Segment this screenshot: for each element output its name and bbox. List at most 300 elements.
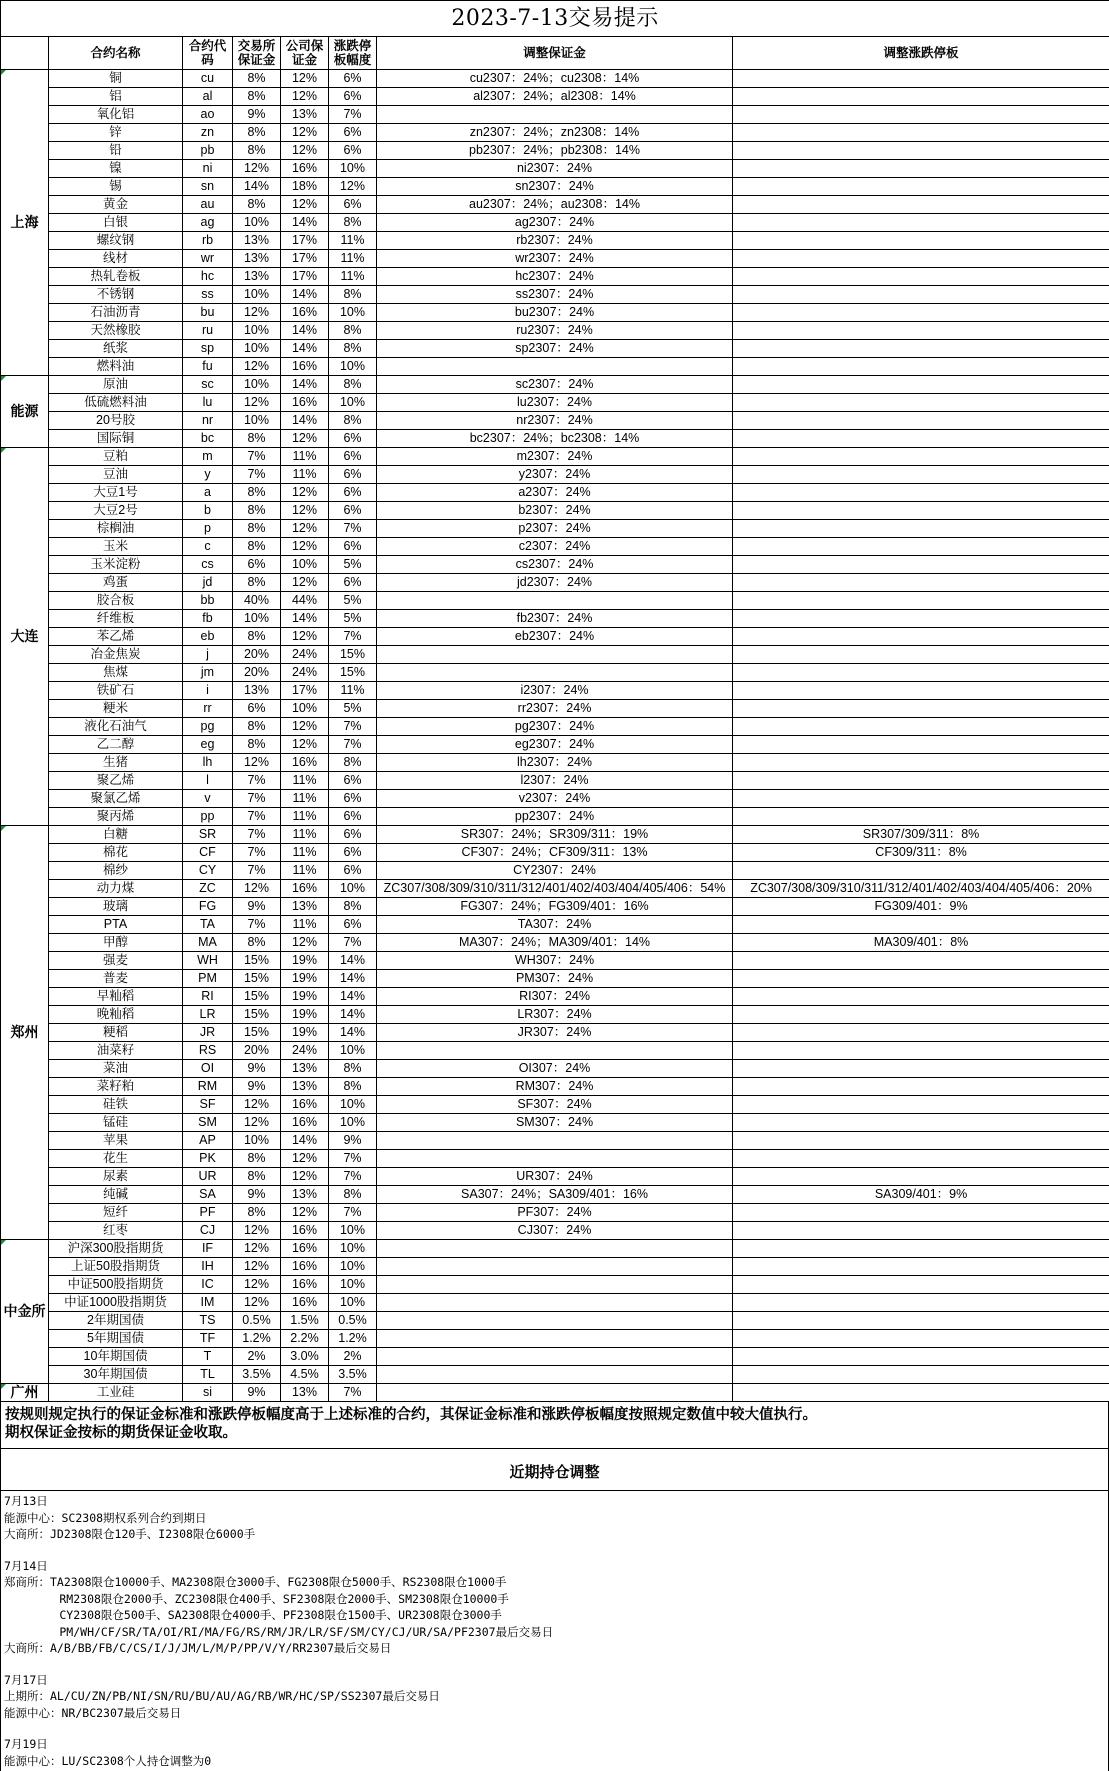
company-margin: 16% [281,358,329,376]
contract-name: 燃料油 [49,358,183,376]
contract-name: 线材 [49,250,183,268]
adjusted-limit [733,1366,1109,1384]
adjusted-limit [733,628,1109,646]
company-margin: 19% [281,1024,329,1042]
price-limit: 7% [329,1168,377,1186]
adjusted-limit [733,322,1109,340]
adjusted-margin [377,1312,733,1330]
adjusted-margin: LR307：24% [377,1006,733,1024]
exchange-margin: 8% [233,538,281,556]
adjusted-margin: cs2307：24% [377,556,733,574]
table-row [1,1024,1109,1042]
contract-name: 生猪 [49,754,183,772]
contract-name: 豆粕 [49,448,183,466]
contract-code: wr [183,250,233,268]
table-row [1,394,1109,412]
table-row [1,826,1109,844]
contract-code: b [183,502,233,520]
exchange-margin: 8% [233,1204,281,1222]
company-margin: 14% [281,214,329,232]
adjusted-margin: lu2307：24% [377,394,733,412]
exchange-margin: 12% [233,1114,281,1132]
region-cell: 大连 [1,448,49,826]
contract-name: 粳米 [49,700,183,718]
exchange-margin: 8% [233,502,281,520]
contract-code: IC [183,1276,233,1294]
exchange-margin: 12% [233,1240,281,1258]
header-contract-name: 合约名称 [49,37,183,70]
contract-code: lh [183,754,233,772]
table-row [1,988,1109,1006]
position-date: 7月19日 [4,1736,1105,1753]
table-row [1,700,1109,718]
table-row [1,646,1109,664]
adjusted-margin: au2307：24%；au2308：14% [377,196,733,214]
company-margin: 24% [281,664,329,682]
adjusted-limit: ZC307/308/309/310/311/312/401/402/403/404/405/406：20% [733,880,1109,898]
adjusted-limit [733,970,1109,988]
price-limit: 10% [329,160,377,178]
company-margin: 17% [281,250,329,268]
adjusted-margin [377,358,733,376]
page-title: 2023-7-13交易提示 [1,1,1109,37]
price-limit: 10% [329,1294,377,1312]
exchange-margin: 10% [233,340,281,358]
adjusted-limit [733,70,1109,88]
contract-code: nr [183,412,233,430]
contract-code: AP [183,1132,233,1150]
adjusted-limit [733,412,1109,430]
exchange-margin: 0.5% [233,1312,281,1330]
adjusted-margin: TA307：24% [377,916,733,934]
adjusted-margin: SF307：24% [377,1096,733,1114]
contract-code: rr [183,700,233,718]
exchange-margin: 9% [233,1384,281,1402]
table-row [1,448,1109,466]
company-margin: 12% [281,520,329,538]
contract-code: CY [183,862,233,880]
company-margin: 11% [281,826,329,844]
table-row [1,1384,1109,1402]
table-row [1,214,1109,232]
exchange-margin: 10% [233,610,281,628]
contract-code: CJ [183,1222,233,1240]
price-limit: 8% [329,214,377,232]
price-limit: 7% [329,1150,377,1168]
price-limit: 11% [329,250,377,268]
exchange-margin: 8% [233,1150,281,1168]
exchange-margin: 8% [233,196,281,214]
contract-code: c [183,538,233,556]
contract-name: 大豆1号 [49,484,183,502]
price-limit: 7% [329,520,377,538]
company-margin: 14% [281,412,329,430]
adjusted-limit [733,700,1109,718]
table-row [1,1006,1109,1024]
company-margin: 12% [281,70,329,88]
table-row [1,1132,1109,1150]
price-limit: 11% [329,232,377,250]
adjusted-margin: hc2307：24% [377,268,733,286]
contract-name: 短纤 [49,1204,183,1222]
contract-name: 沪深300股指期货 [49,1240,183,1258]
contract-code: TA [183,916,233,934]
adjusted-limit [733,1150,1109,1168]
header-region [1,37,49,70]
exchange-margin: 13% [233,268,281,286]
exchange-margin: 8% [233,1168,281,1186]
contract-name: 石油沥青 [49,304,183,322]
company-margin: 12% [281,142,329,160]
company-margin: 1.5% [281,1312,329,1330]
adjusted-limit [733,1114,1109,1132]
contract-name: 铁矿石 [49,682,183,700]
adjusted-limit [733,1258,1109,1276]
contract-name: 焦煤 [49,664,183,682]
company-margin: 12% [281,1150,329,1168]
price-limit: 8% [329,898,377,916]
adjusted-margin: bu2307：24% [377,304,733,322]
contract-name: 玻璃 [49,898,183,916]
contract-name: 红枣 [49,1222,183,1240]
adjusted-margin: ag2307：24% [377,214,733,232]
exchange-margin: 3.5% [233,1366,281,1384]
adjusted-limit [733,682,1109,700]
company-margin: 16% [281,1258,329,1276]
adjusted-limit [733,754,1109,772]
contract-name: 豆油 [49,466,183,484]
exchange-margin: 7% [233,826,281,844]
price-limit: 2% [329,1348,377,1366]
exchange-margin: 7% [233,862,281,880]
adjusted-margin [377,1294,733,1312]
adjusted-limit [733,1222,1109,1240]
contract-name: 30年期国债 [49,1366,183,1384]
exchange-margin: 12% [233,394,281,412]
price-limit: 6% [329,196,377,214]
adjusted-margin: pb2307：24%；pb2308：14% [377,142,733,160]
table-row [1,772,1109,790]
adjusted-limit [733,502,1109,520]
adjusted-margin [377,1042,733,1060]
company-margin: 12% [281,124,329,142]
company-margin: 16% [281,394,329,412]
adjusted-limit [733,250,1109,268]
contract-code: pb [183,142,233,160]
price-limit: 11% [329,682,377,700]
company-margin: 12% [281,502,329,520]
exchange-margin: 12% [233,1294,281,1312]
price-limit: 8% [329,340,377,358]
table-row [1,898,1109,916]
company-margin: 17% [281,232,329,250]
position-date: 7月14日 [4,1558,1105,1575]
adjusted-limit [733,1078,1109,1096]
adjusted-margin [377,1330,733,1348]
exchange-margin: 8% [233,934,281,952]
exchange-margin: 8% [233,70,281,88]
contract-name: 聚氯乙烯 [49,790,183,808]
company-margin: 12% [281,934,329,952]
contract-name: 锡 [49,178,183,196]
adjusted-limit [733,214,1109,232]
table-row [1,484,1109,502]
exchange-margin: 8% [233,520,281,538]
region-cell: 广州 [1,1384,49,1402]
contract-name: 硅铁 [49,1096,183,1114]
exchange-margin: 8% [233,736,281,754]
table-row [1,232,1109,250]
adjusted-margin [377,646,733,664]
adjusted-limit [733,592,1109,610]
price-limit: 6% [329,88,377,106]
adjusted-limit [733,538,1109,556]
adjusted-margin [377,1240,733,1258]
adjusted-limit [733,988,1109,1006]
adjusted-margin: l2307：24% [377,772,733,790]
company-margin: 16% [281,304,329,322]
exchange-margin: 14% [233,178,281,196]
company-margin: 11% [281,862,329,880]
price-limit: 8% [329,1078,377,1096]
position-line: 能源中心：LU/SC2308个人持仓调整为0 [4,1753,1105,1770]
contract-code: bc [183,430,233,448]
company-margin: 17% [281,682,329,700]
exchange-margin: 9% [233,1060,281,1078]
adjusted-margin: b2307：24% [377,502,733,520]
contract-code: m [183,448,233,466]
company-margin: 14% [281,322,329,340]
contract-name: 热轧卷板 [49,268,183,286]
price-limit: 3.5% [329,1366,377,1384]
price-limit: 7% [329,718,377,736]
contract-name: 菜油 [49,1060,183,1078]
position-line: 能源中心：NR/BC2307最后交易日 [4,1705,1105,1722]
table-row [1,1366,1109,1384]
contract-name: 2年期国债 [49,1312,183,1330]
table-row [1,160,1109,178]
price-limit: 8% [329,286,377,304]
company-margin: 14% [281,286,329,304]
region-cell: 郑州 [1,826,49,1240]
adjusted-limit [733,1060,1109,1078]
exchange-margin: 7% [233,448,281,466]
contract-name: 中证500股指期货 [49,1276,183,1294]
contract-name: 菜籽粕 [49,1078,183,1096]
exchange-margin: 8% [233,628,281,646]
exchange-margin: 7% [233,772,281,790]
price-limit: 9% [329,1132,377,1150]
company-margin: 24% [281,646,329,664]
exchange-margin: 7% [233,808,281,826]
contract-name: 10年期国债 [49,1348,183,1366]
adjusted-margin: PM307：24% [377,970,733,988]
company-margin: 12% [281,196,329,214]
adjusted-margin: eb2307：24% [377,628,733,646]
company-margin: 12% [281,484,329,502]
position-line: 郑商所：TA2308限仓10000手、MA2308限仓3000手、FG2308限仓5000手、RS2308限仓1000手 [4,1574,1105,1591]
table-row [1,106,1109,124]
adjusted-margin: OI307：24% [377,1060,733,1078]
price-limit: 8% [329,322,377,340]
adjusted-limit: CF309/311：8% [733,844,1109,862]
exchange-margin: 15% [233,988,281,1006]
adjusted-limit [733,124,1109,142]
contract-name: 铅 [49,142,183,160]
company-margin: 11% [281,916,329,934]
adjusted-limit [733,196,1109,214]
exchange-margin: 13% [233,682,281,700]
contract-name: 玉米淀粉 [49,556,183,574]
table-row [1,1330,1109,1348]
exchange-margin: 20% [233,664,281,682]
contract-name: 聚乙烯 [49,772,183,790]
adjusted-limit [733,376,1109,394]
adjusted-margin: p2307：24% [377,520,733,538]
table-row [1,196,1109,214]
contract-code: PM [183,970,233,988]
adjusted-limit [733,1276,1109,1294]
region-cell: 能源 [1,376,49,448]
region-cell: 上海 [1,70,49,376]
header-adjusted-margin: 调整保证金 [377,37,733,70]
adjusted-limit [733,1042,1109,1060]
contract-name: 纸浆 [49,340,183,358]
adjusted-limit [733,1240,1109,1258]
contract-code: SF [183,1096,233,1114]
exchange-margin: 8% [233,574,281,592]
contract-code: RM [183,1078,233,1096]
price-limit: 15% [329,646,377,664]
adjusted-margin: v2307：24% [377,790,733,808]
table-row [1,322,1109,340]
contract-code: bb [183,592,233,610]
adjusted-margin: ni2307：24% [377,160,733,178]
table-row [1,358,1109,376]
table-row [1,1186,1109,1204]
table-row [1,1222,1109,1240]
contract-name: 液化石油气 [49,718,183,736]
table-row [1,880,1109,898]
contract-name: 油菜籽 [49,1042,183,1060]
adjusted-limit [733,556,1109,574]
spacer [4,1721,1105,1736]
contract-name: 动力煤 [49,880,183,898]
contract-name: 棉纱 [49,862,183,880]
company-margin: 24% [281,1042,329,1060]
contract-name: 强麦 [49,952,183,970]
adjusted-margin: bc2307：24%；bc2308：14% [377,430,733,448]
adjusted-limit [733,304,1109,322]
price-limit: 6% [329,538,377,556]
price-limit: 10% [329,1258,377,1276]
adjusted-margin: pp2307：24% [377,808,733,826]
adjusted-margin: RM307：24% [377,1078,733,1096]
table-row [1,538,1109,556]
exchange-margin: 9% [233,106,281,124]
adjusted-margin: lh2307：24% [377,754,733,772]
price-limit: 6% [329,862,377,880]
contract-name: 苯乙烯 [49,628,183,646]
adjusted-margin: i2307：24% [377,682,733,700]
exchange-margin: 12% [233,1222,281,1240]
contract-code: T [183,1348,233,1366]
price-limit: 10% [329,1276,377,1294]
contract-name: 白银 [49,214,183,232]
table-row [1,556,1109,574]
company-margin: 12% [281,1168,329,1186]
contract-code: OI [183,1060,233,1078]
table-row [1,142,1109,160]
company-margin: 12% [281,736,329,754]
price-limit: 14% [329,970,377,988]
contract-code: lu [183,394,233,412]
contract-code: hc [183,268,233,286]
adjusted-margin: pg2307：24% [377,718,733,736]
company-margin: 3.0% [281,1348,329,1366]
company-margin: 11% [281,808,329,826]
exchange-margin: 15% [233,952,281,970]
contract-code: p [183,520,233,538]
adjusted-limit [733,178,1109,196]
adjusted-margin: m2307：24% [377,448,733,466]
price-limit: 10% [329,1042,377,1060]
price-limit: 6% [329,772,377,790]
adjusted-margin: rb2307：24% [377,232,733,250]
adjusted-margin: CY2307：24% [377,862,733,880]
adjusted-margin: rr2307：24% [377,700,733,718]
table-row [1,1168,1109,1186]
contract-code: al [183,88,233,106]
contract-name: 镍 [49,160,183,178]
table-row [1,808,1109,826]
adjusted-margin: WH307：24% [377,952,733,970]
table-row [1,844,1109,862]
adjusted-margin: wr2307：24% [377,250,733,268]
company-margin: 13% [281,1186,329,1204]
exchange-margin: 6% [233,556,281,574]
contract-name: 铝 [49,88,183,106]
table-row [1,1114,1109,1132]
table-row [1,862,1109,880]
price-limit: 6% [329,574,377,592]
adjusted-limit [733,1096,1109,1114]
table-row [1,916,1109,934]
adjusted-limit [733,916,1109,934]
adjusted-margin: ss2307：24% [377,286,733,304]
adjusted-margin: al2307：24%；al2308：14% [377,88,733,106]
price-limit: 6% [329,916,377,934]
contract-code: eg [183,736,233,754]
price-limit: 6% [329,142,377,160]
table-row [1,718,1109,736]
adjusted-margin: sp2307：24% [377,340,733,358]
contract-name: 5年期国债 [49,1330,183,1348]
company-margin: 44% [281,592,329,610]
table-row [1,1348,1109,1366]
price-limit: 8% [329,1186,377,1204]
exchange-margin: 8% [233,430,281,448]
exchange-margin: 10% [233,412,281,430]
contract-name: 氧化铝 [49,106,183,124]
adjusted-limit [733,952,1109,970]
contract-name: 花生 [49,1150,183,1168]
price-limit: 10% [329,1240,377,1258]
adjusted-margin: MA307：24%；MA309/401：14% [377,934,733,952]
adjusted-limit [733,286,1109,304]
table-row [1,1060,1109,1078]
table-row [1,1150,1109,1168]
